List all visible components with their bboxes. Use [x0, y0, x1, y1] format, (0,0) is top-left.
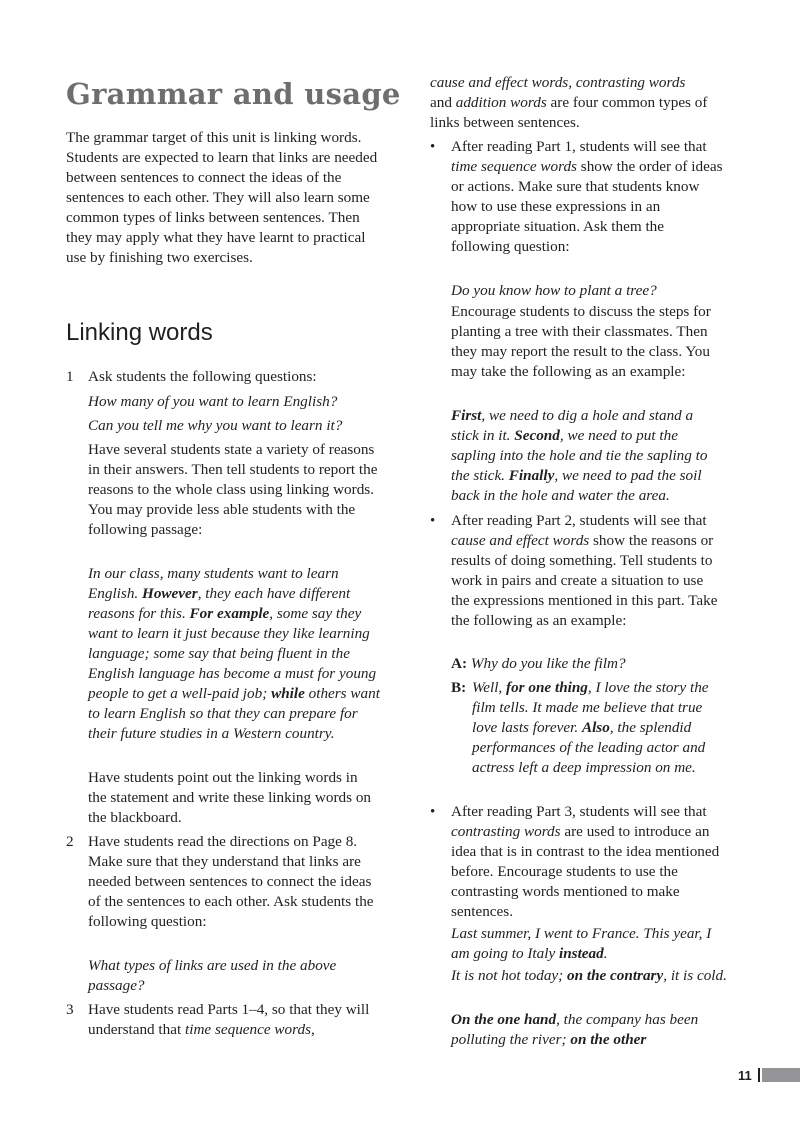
bullet1-question: Do you know how to plant a tree? — [451, 282, 657, 299]
bullet3-body: After reading Part 3, students will see that contrasting words are used to introduce an idea that is in contrast to the idea mentioned before. Encourage students to use the contrasting words mentioned to make sentences. — [451, 803, 720, 920]
bullet1-body: After reading Part 1, students will see that time sequence words show the order of ideas or actions. Make sure that students know how to use these expressions in an appropriate situation. Ask them the following question: — [451, 138, 723, 255]
page-title: Grammar and usage — [66, 77, 401, 111]
item3-continued: cause and effect words, contrasting words and addition words are four common types of links between sentences. — [430, 74, 708, 131]
bullet2-body: After reading Part 2, students will see that cause and effect words show the reasons or results of doing something. Tell students to work in pairs and create a situation to use the expressions mentioned in this part. Take the following as an example: — [451, 512, 718, 629]
item1-after: Have students point out the linking words in the statement and write these linking words on the blackboard. — [88, 769, 372, 826]
item3-body: Have students read Parts 1–4, so that they will understand that time sequence words, — [88, 1001, 370, 1038]
dialogue-line-a: A: Why do you like the film? — [451, 655, 626, 672]
page-number-bar — [762, 1068, 800, 1082]
dialogue-line-b: Well, for one thing, I love the story the film tells. It made me believe that true love lasts forever. Also, the splendid performances of the leading actor and actress left a deep impression on me. — [472, 679, 709, 776]
bullet3-example-2: It is not hot today; on the contrary, it is cold. — [451, 967, 727, 984]
bullet-icon: • — [430, 513, 436, 529]
intro-paragraph: The grammar target of this unit is linking words. Students are expected to learn that links are needed between sentences to connect the ideas of the sentences to each other. They will also learn some common types of links between sentences. Then they may apply what they have learnt to practical use by finishing two exercises. — [66, 129, 378, 266]
item1-question-2: Can you tell me why you want to learn it? — [88, 417, 343, 434]
page-number-divider — [758, 1068, 760, 1082]
bullet-icon: • — [430, 139, 436, 155]
section-heading: Linking words — [66, 319, 213, 346]
bullet3-example-3: On the one hand, the company has been polluting the river; on the other — [451, 1011, 699, 1048]
bullet-icon: • — [430, 804, 436, 820]
bullet1-discussion: Encourage students to discuss the steps for planting a tree with their classmates. Then they may report the result to the class. You may take the following as an example: — [451, 303, 711, 380]
list-number: 3 — [66, 1001, 74, 1018]
item1-question-1: How many of you want to learn English? — [88, 393, 338, 410]
item1-body: Have several students state a variety of reasons in their answers. Then tell students to report the reasons to the whole class using linking words. You may provide less able students with the following passage: — [88, 441, 378, 538]
item2-question: What types of links are used in the above passage? — [88, 957, 337, 994]
item2-body: Have students read the directions on Page 8. Make sure that they understand that links are needed between sentences to connect the ideas of the sentences to each other. Ask students the following question: — [88, 833, 374, 930]
item1-passage: In our class, many students want to learn English. However, they each have different reasons for this. For example, some say they want to learn it just because they like learning language; some say that being fluent in the English language has become a must for young people to get a well-paid job; while others want to learn English so that they can prepare for their future studies in a Western country. — [88, 565, 380, 742]
list-number: 1 — [66, 368, 74, 385]
bullet1-example: First, we need to dig a hole and stand a stick in it. Second, we need to put the sapling into the hole and tie the sapling to the stick. Finally, we need to pad the soil back in the hole and water the area. — [451, 407, 708, 504]
list-number: 2 — [66, 833, 74, 850]
page-number: 11 — [738, 1068, 752, 1083]
bullet3-example-1: Last summer, I went to France. This year, I am going to Italy instead. — [451, 925, 712, 962]
dialogue-speaker-b: B: — [451, 679, 467, 696]
item1-lead: Ask students the following questions: — [88, 368, 317, 385]
